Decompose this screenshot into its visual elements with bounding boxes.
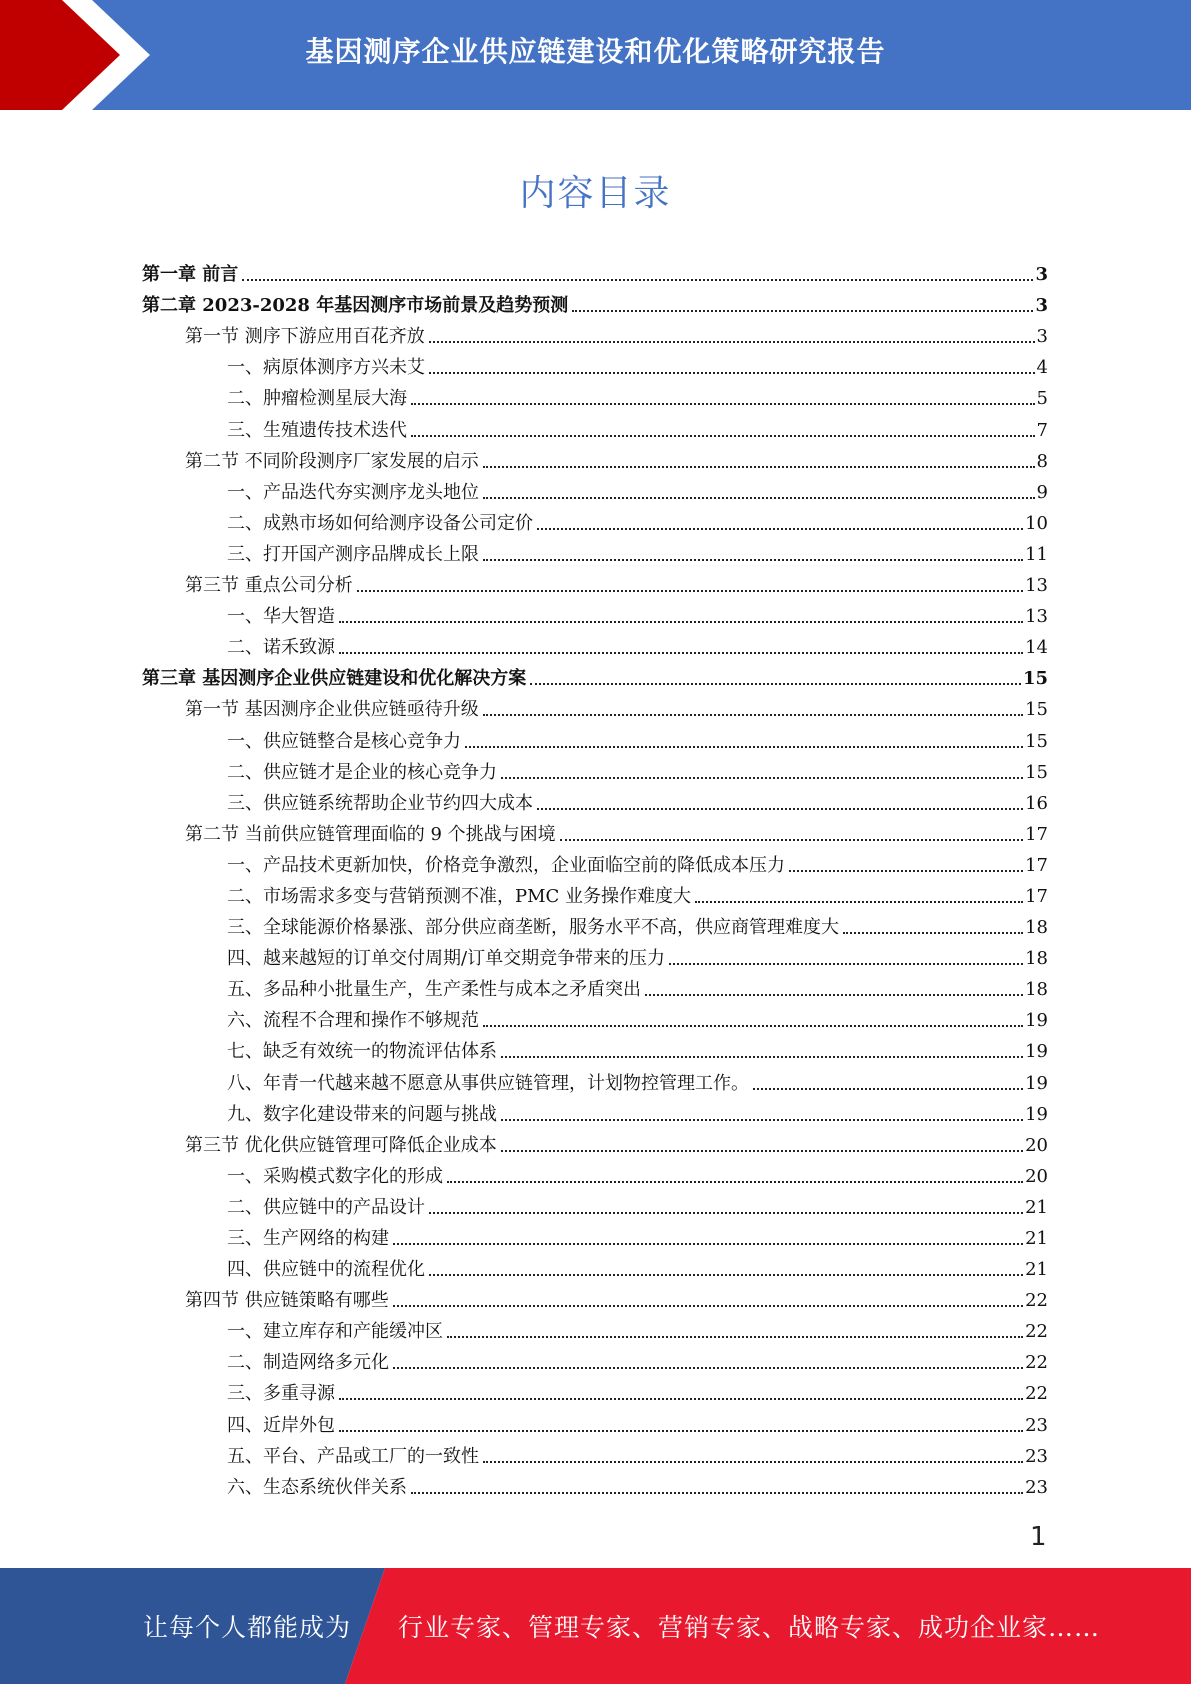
toc-entry-page: 10 xyxy=(1025,512,1048,534)
toc-entry-label: 第四节 供应链策略有哪些 xyxy=(185,1290,389,1312)
toc-dot-leader xyxy=(483,1005,1023,1027)
toc-entry-label: 第三章 基因测序企业供应链建设和优化解决方案 xyxy=(142,668,527,690)
toc-entry[interactable] xyxy=(142,1436,1048,1467)
toc-entry-label: 二、供应链才是企业的核心竞争力 xyxy=(227,761,497,783)
toc-dot-leader xyxy=(357,570,1023,592)
toc-entry[interactable] xyxy=(142,1187,1048,1218)
toc-dot-leader xyxy=(429,321,1035,343)
toc-entry[interactable] xyxy=(142,689,1048,720)
toc-entry-label: 四、越来越短的订单交付周期/订单交期竞争带来的压力 xyxy=(227,948,666,970)
toc-entry[interactable] xyxy=(142,1156,1048,1187)
toc-entry-page: 22 xyxy=(1025,1321,1048,1343)
toc-entry[interactable] xyxy=(142,752,1048,783)
toc-dot-leader xyxy=(339,1410,1023,1432)
toc-entry-label: 二、肿瘤检测星辰大海 xyxy=(227,388,407,410)
toc-entry[interactable] xyxy=(142,1249,1048,1280)
toc-entry[interactable] xyxy=(142,1467,1048,1498)
toc-entry-page: 21 xyxy=(1025,1196,1048,1218)
toc-entry-page: 15 xyxy=(1025,730,1048,752)
toc-entry-label: 二、市场需求多变与营销预测不准，PMC 业务操作难度大 xyxy=(227,885,692,907)
toc-entry-label: 第二章 2023-2028 年基因测序市场前景及趋势预测 xyxy=(142,295,569,317)
toc-dot-leader xyxy=(572,290,1033,312)
toc-dot-leader xyxy=(537,508,1023,530)
toc-entry-page: 19 xyxy=(1025,1041,1048,1063)
toc-entry[interactable] xyxy=(142,378,1048,409)
toc-entry-page: 20 xyxy=(1025,1134,1048,1156)
toc-dot-leader xyxy=(393,1223,1023,1245)
toc-entry-label: 三、生殖遗传技术迭代 xyxy=(227,419,407,441)
toc-dot-leader xyxy=(411,383,1035,405)
toc-entry-page: 18 xyxy=(1025,979,1048,1001)
footer-slogan-right: 行业专家、管理专家、营销专家、战略专家、成功企业家…… xyxy=(398,1613,1101,1642)
toc-dot-leader xyxy=(447,1161,1023,1183)
toc-dot-leader xyxy=(483,694,1023,716)
toc-entry-page: 17 xyxy=(1025,823,1048,845)
toc-entry-label: 三、全球能源价格暴涨、部分供应商垄断，服务水平不高，供应商管理难度大 xyxy=(227,917,839,939)
toc-entry-page: 22 xyxy=(1025,1290,1048,1312)
toc-dot-leader xyxy=(393,1285,1023,1307)
toc-entry-page: 21 xyxy=(1025,1228,1048,1249)
toc-entry-label: 一、建立库存和产能缓冲区 xyxy=(227,1321,443,1343)
toc-entry-label: 一、产品迭代夯实测序龙头地位 xyxy=(227,481,479,503)
toc-entry-label: 一、病原体测序方兴未艾 xyxy=(227,357,425,379)
toc-dot-leader xyxy=(645,974,1023,996)
toc-dot-leader xyxy=(483,539,1023,561)
toc-dot-leader xyxy=(339,1378,1023,1400)
toc-entry-page: 11 xyxy=(1025,543,1048,565)
toc-entry-label: 五、平台、产品或工厂的一致性 xyxy=(227,1445,479,1467)
toc-dot-leader xyxy=(447,1316,1023,1338)
toc-entry[interactable] xyxy=(142,1218,1048,1249)
toc-entry-label: 第三节 优化供应链管理可降低企业成本 xyxy=(185,1134,497,1156)
toc-entry[interactable] xyxy=(142,814,1048,845)
toc-entry-label: 四、近岸外包 xyxy=(227,1414,335,1436)
toc-entry-label: 第一节 基因测序企业供应链亟待升级 xyxy=(185,699,479,721)
toc-entry-page: 15 xyxy=(1025,761,1048,783)
toc-entry[interactable] xyxy=(142,845,1048,876)
toc-entry[interactable] xyxy=(142,876,1048,907)
toc-entry-page: 8 xyxy=(1036,450,1048,472)
toc-entry[interactable] xyxy=(142,1404,1048,1435)
toc-dot-leader xyxy=(501,1036,1023,1058)
toc-entry[interactable] xyxy=(142,720,1048,751)
toc-dot-leader xyxy=(483,446,1035,468)
toc-entry-label: 三、打开国产测序品牌成长上限 xyxy=(227,543,479,565)
toc-entry-label: 四、供应链中的流程优化 xyxy=(227,1259,425,1281)
page-number: 1 xyxy=(1030,1522,1047,1552)
toc-entry-label: 三、多重寻源 xyxy=(227,1383,335,1405)
toc-entry-label: 第二节 当前供应链管理面临的 9 个挑战与困境 xyxy=(185,823,556,845)
footer-slogan-left: 让每个人都能成为 xyxy=(143,1613,352,1642)
toc-entry[interactable] xyxy=(142,441,1048,472)
toc-dot-leader xyxy=(483,1441,1023,1463)
toc-entry-label: 七、缺乏有效统一的物流评估体系 xyxy=(227,1041,497,1063)
toc-entry-page: 13 xyxy=(1025,606,1048,628)
toc-entry[interactable] xyxy=(142,969,1048,1000)
toc-entry[interactable] xyxy=(142,1094,1048,1125)
toc-dot-leader xyxy=(429,352,1035,374)
toc-entry-page: 16 xyxy=(1025,792,1048,814)
toc-entry-label: 一、华大智造 xyxy=(227,606,335,628)
toc-entry-page: 17 xyxy=(1025,885,1048,907)
toc-entry[interactable] xyxy=(142,472,1048,503)
toc-entry-page: 18 xyxy=(1025,948,1048,970)
report-title: 基因测序企业供应链建设和优化策略研究报告 xyxy=(305,35,886,68)
toc-entry-label: 三、生产网络的构建 xyxy=(227,1228,389,1249)
toc-entry[interactable] xyxy=(142,316,1048,347)
toc-entry-page: 17 xyxy=(1025,854,1048,876)
toc-dot-leader xyxy=(465,726,1023,748)
toc-entry-page: 20 xyxy=(1025,1165,1048,1187)
toc-entry[interactable] xyxy=(142,627,1048,658)
toc-entry-label: 五、多品种小批量生产，生产柔性与成本之矛盾突出 xyxy=(227,979,641,1001)
toc-dot-leader xyxy=(339,601,1023,623)
page-footer xyxy=(0,1568,1191,1684)
toc-entry[interactable] xyxy=(142,596,1048,627)
toc-entry-label: 一、采购模式数字化的形成 xyxy=(227,1165,443,1187)
toc-title: 内容目录 xyxy=(519,173,672,214)
toc-dot-leader xyxy=(789,850,1023,872)
toc-entry[interactable] xyxy=(142,658,1048,689)
toc-entry[interactable] xyxy=(142,938,1048,969)
toc-entry-label: 二、成熟市场如何给测序设备公司定价 xyxy=(227,512,533,534)
toc-entry[interactable] xyxy=(142,503,1048,534)
toc-entry-label: 八、年青一代越来越不愿意从事供应链管理，计划物控管理工作。 xyxy=(227,1072,749,1094)
toc-entry[interactable] xyxy=(142,285,1048,316)
toc-entry[interactable] xyxy=(142,907,1048,938)
toc-entry[interactable] xyxy=(142,1062,1048,1093)
toc-entry-label: 一、产品技术更新加快，价格竞争激烈，企业面临空前的降低成本压力 xyxy=(227,854,785,876)
toc-dot-leader xyxy=(695,881,1023,903)
toc-entry-page: 19 xyxy=(1025,1103,1048,1125)
toc-entry[interactable] xyxy=(142,534,1048,565)
toc-entry-page: 7 xyxy=(1036,419,1048,441)
toc-dot-leader xyxy=(501,757,1023,779)
toc-entry[interactable] xyxy=(142,347,1048,378)
toc-entry-page: 15 xyxy=(1022,668,1048,690)
toc-entry-page: 3 xyxy=(1035,295,1048,317)
toc-entry[interactable] xyxy=(142,1125,1048,1156)
toc-entry-page: 19 xyxy=(1025,1072,1048,1094)
toc-entry-page: 5 xyxy=(1036,388,1048,410)
toc-entry[interactable] xyxy=(142,1311,1048,1342)
toc-dot-leader xyxy=(560,819,1023,841)
toc-dot-leader xyxy=(411,1472,1023,1494)
toc-dot-leader xyxy=(483,477,1035,499)
toc-entry-label: 二、诺禾致源 xyxy=(227,637,335,659)
toc-dot-leader xyxy=(753,1068,1023,1090)
toc-entry-label: 六、流程不合理和操作不够规范 xyxy=(227,1010,479,1032)
toc-entry[interactable] xyxy=(142,565,1048,596)
toc-entry-page: 13 xyxy=(1025,575,1048,597)
toc-entry[interactable] xyxy=(142,1031,1048,1062)
toc-entry[interactable] xyxy=(142,1000,1048,1031)
toc-entry-page: 4 xyxy=(1036,357,1048,379)
toc-dot-leader xyxy=(537,788,1023,810)
toc-entry[interactable] xyxy=(142,1373,1048,1404)
toc-entry-label: 二、供应链中的产品设计 xyxy=(227,1196,425,1218)
page-header xyxy=(0,0,1191,110)
toc-entry[interactable] xyxy=(142,254,1048,285)
toc-entry[interactable] xyxy=(142,783,1048,814)
toc-entry-page: 23 xyxy=(1025,1476,1048,1498)
toc-entry-label: 一、供应链整合是核心竞争力 xyxy=(227,730,461,752)
toc-dot-leader xyxy=(393,1347,1023,1369)
toc-dot-leader xyxy=(530,663,1021,685)
toc-dot-leader xyxy=(429,1254,1023,1276)
toc-entry-page: 22 xyxy=(1025,1383,1048,1405)
toc-entry-label: 二、制造网络多元化 xyxy=(227,1352,389,1374)
toc-dot-leader xyxy=(411,415,1035,437)
table-of-contents xyxy=(142,254,1048,1498)
toc-entry[interactable] xyxy=(142,409,1048,440)
toc-entry-page: 22 xyxy=(1025,1352,1048,1374)
toc-entry-page: 18 xyxy=(1025,917,1048,939)
toc-entry-page: 14 xyxy=(1025,637,1048,659)
toc-entry-page: 3 xyxy=(1035,264,1048,286)
toc-entry-label: 第一节 测序下游应用百花齐放 xyxy=(185,326,425,348)
toc-entry-page: 23 xyxy=(1025,1414,1048,1436)
toc-entry-label: 六、生态系统伙伴关系 xyxy=(227,1476,407,1498)
toc-entry[interactable] xyxy=(142,1280,1048,1311)
toc-entry-page: 3 xyxy=(1036,326,1048,348)
toc-entry-page: 9 xyxy=(1036,481,1048,503)
toc-dot-leader xyxy=(669,943,1023,965)
toc-entry-page: 21 xyxy=(1025,1259,1048,1281)
toc-entry-label: 第三节 重点公司分析 xyxy=(185,575,353,597)
toc-dot-leader xyxy=(501,1130,1023,1152)
toc-entry-label: 第一章 前言 xyxy=(142,264,239,286)
toc-entry-label: 第二节 不同阶段测序厂家发展的启示 xyxy=(185,450,479,472)
toc-entry-page: 19 xyxy=(1025,1010,1048,1032)
toc-dot-leader xyxy=(843,912,1023,934)
toc-entry-label: 九、数字化建设带来的问题与挑战 xyxy=(227,1103,497,1125)
toc-entry-label: 三、供应链系统帮助企业节约四大成本 xyxy=(227,792,533,814)
toc-entry-page: 23 xyxy=(1025,1445,1048,1467)
toc-entry-page: 15 xyxy=(1025,699,1048,721)
toc-dot-leader xyxy=(501,1099,1023,1121)
toc-dot-leader xyxy=(429,1192,1023,1214)
toc-entry[interactable] xyxy=(142,1342,1048,1373)
toc-dot-leader xyxy=(339,632,1023,654)
toc-dot-leader xyxy=(242,259,1033,281)
